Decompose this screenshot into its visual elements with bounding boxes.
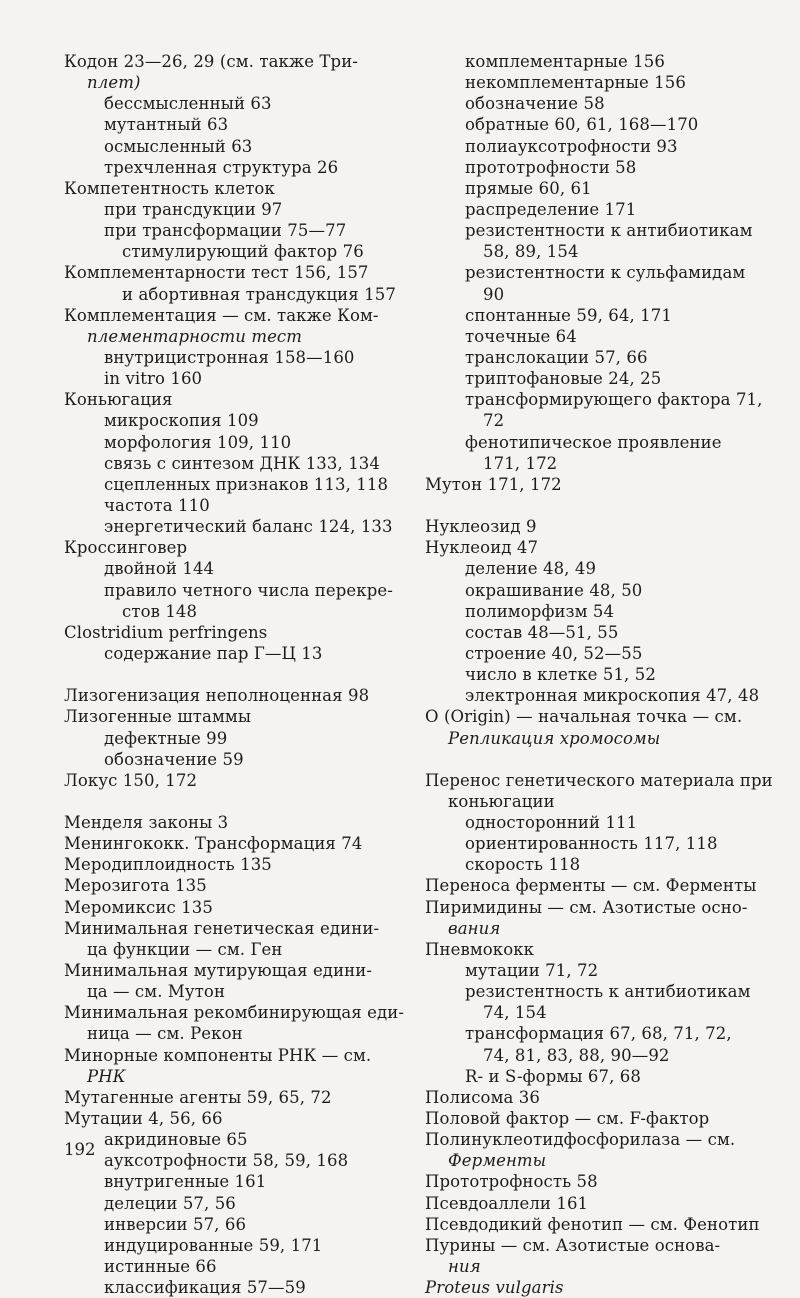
blank-line <box>64 664 410 685</box>
index-subentry: 74, 81, 83, 88, 90—92 <box>483 1045 670 1065</box>
index-subentry: 90 <box>483 284 505 304</box>
index-subentry: делеции 57, 56 <box>104 1193 236 1213</box>
index-entry: Меромиксис 135 <box>64 897 213 917</box>
index-subentry: обратные 60, 61, 168—170 <box>465 115 699 135</box>
index-subentry: при трансдукции 97 <box>104 199 283 219</box>
index-subentry: ауксотрофности 58, 59, 168 <box>104 1151 349 1171</box>
index-subentry: трансформирующего фактора 71, <box>465 390 763 410</box>
left-column <box>64 51 410 1298</box>
index-entry: Мутон 171, 172 <box>425 474 562 494</box>
index-subentry: ориентированность 117, 118 <box>465 834 718 854</box>
index-entry: Полинуклеотидфосфорилаза — см. <box>425 1130 736 1150</box>
index-subentry: стимулирующий фактор 76 <box>122 242 364 262</box>
index-subentry: триптофановые 24, 25 <box>465 369 662 389</box>
index-subentry: деление 48, 49 <box>465 559 597 579</box>
index-subentry: внутригенные 161 <box>104 1172 267 1192</box>
index-entry: Мерозигота 135 <box>64 876 207 896</box>
index-entry: Локус 150, 172 <box>64 770 198 790</box>
index-subentry: обозначение 59 <box>104 749 244 769</box>
index-subentry: резистентность к антибиотикам <box>465 982 751 1002</box>
index-entry: Переноса ферменты — см. Ферменты <box>425 876 757 896</box>
index-entry: Мутации 4, 56, 66 <box>64 1109 223 1129</box>
index-entry: Минимальная мутирующая едини- <box>64 961 373 981</box>
index-entry: Минимальная генетическая едини- <box>64 918 380 938</box>
blank-line <box>425 495 773 516</box>
index-subentry: резистентности к антибиотикам <box>465 221 753 241</box>
index-entry: Пурины — см. Азотистые основа- <box>425 1235 721 1255</box>
index-subentry: некомплементарные 156 <box>465 73 686 93</box>
index-entry: Минимальная рекомбинирующая еди- <box>64 1003 405 1023</box>
index-entry: Кроссинговер <box>64 538 188 558</box>
index-subentry: фенотипическое проявление <box>465 432 722 452</box>
index-entry: Псевдодикий фенотип — см. Фенотип <box>425 1214 760 1234</box>
index-entry: Минорные компоненты РНК — см. <box>64 1045 372 1065</box>
index-subentry: бессмысленный 63 <box>104 94 272 114</box>
index-subentry: морфология 109, 110 <box>104 432 292 452</box>
index-entry: Менделя законы 3 <box>64 813 229 833</box>
index-subentry: частота 110 <box>104 495 210 515</box>
index-subentry: трансформация 67, 68, 71, 72, <box>465 1024 732 1044</box>
index-subentry: правило четного числа перекре- <box>104 580 393 600</box>
index-subentry: акридиновые 65 <box>104 1130 248 1150</box>
index-subentry: плементарности тест <box>87 326 303 346</box>
index-subentry: внутрицистронная 158—160 <box>104 347 355 367</box>
index-subentry: R- и S-формы 67, 68 <box>465 1066 641 1086</box>
index-subentry: трехчленная структура 26 <box>104 157 339 177</box>
index-subentry: 74, 154 <box>483 1003 547 1023</box>
index-entry: Нуклеозид 9 <box>425 517 537 537</box>
index-subentry: in vitro 160 <box>104 369 203 389</box>
index-subentry: ния <box>448 1257 481 1277</box>
blank-line <box>425 749 773 770</box>
index-subentry: микроскопия 109 <box>104 411 259 431</box>
index-entry: Лизогенизация неполноценная 98 <box>64 686 370 706</box>
index-entry: Комплементация — см. также Ком- <box>64 305 379 325</box>
index-subentry: Репликация хромосомы <box>448 728 661 748</box>
index-subentry: прямые 60, 61 <box>465 178 592 198</box>
index-subentry: 171, 172 <box>483 453 558 473</box>
index-entry: Мутагенные агенты 59, 65, 72 <box>64 1087 332 1107</box>
index-subentry: сцепленных признаков 113, 118 <box>104 474 389 494</box>
index-entry: Нуклеоид 47 <box>425 538 539 558</box>
index-entry: Прототрофность 58 <box>425 1172 598 1192</box>
index-entry: Комплементарности тест 156, 157 <box>64 263 369 283</box>
index-subentry: при трансформации 75—77 <box>104 221 347 241</box>
index-subentry: мутантный 63 <box>104 115 229 135</box>
index-entry: Компетентность клеток <box>64 178 275 198</box>
index-subentry: двойной 144 <box>104 559 215 579</box>
index-subentry: 58, 89, 154 <box>483 242 579 262</box>
index-entry: Пневмококк <box>425 939 535 959</box>
index-subentry: инверсии 57, 66 <box>104 1214 247 1234</box>
index-subentry: число в клетке 51, 52 <box>465 665 656 685</box>
index-subentry: распределение 171 <box>465 199 637 219</box>
index-subentry: плет) <box>87 73 141 93</box>
index-subentry: РНК <box>87 1066 126 1086</box>
index-subentry: дефектные 99 <box>104 728 228 748</box>
index-subentry: связь с синтезом ДНК 133, 134 <box>104 453 380 473</box>
index-subentry: односторонний 111 <box>465 813 638 833</box>
index-entry: Коньюгация <box>64 390 173 410</box>
index-subentry: комплементарные 156 <box>465 52 665 71</box>
index-entry: O (Origin) — начальная точка — см. <box>425 707 743 727</box>
index-subentry: состав 48—51, 55 <box>465 622 619 642</box>
index-subentry: классификация 57—59 <box>104 1278 306 1298</box>
index-entry: Меродиплоидность 135 <box>64 855 272 875</box>
page-number: 192 <box>64 1140 96 1159</box>
index-subentry: электронная микроскопия 47, 48 <box>465 686 760 706</box>
index-subentry: 72 <box>483 411 505 431</box>
index-entry: Proteus vulgaris <box>425 1278 564 1298</box>
right-column <box>425 51 773 1298</box>
index-subentry: транслокации 57, 66 <box>465 347 648 367</box>
index-subentry: ница — см. Рекон <box>87 1024 243 1044</box>
index-entry: Лизогенные штаммы <box>64 707 252 727</box>
index-subentry: и абортивная трансдукция 157 <box>122 284 396 304</box>
index-subentry: спонтанные 59, 64, 171 <box>465 305 672 325</box>
index-subentry: Ферменты <box>448 1151 547 1171</box>
index-subentry: стов 148 <box>122 601 198 621</box>
index-entry: Clostridium perfringens <box>64 622 268 642</box>
index-subentry: резистентности к сульфамидам <box>465 263 746 283</box>
index-subentry: индуцированные 59, 171 <box>104 1235 323 1255</box>
index-subentry: точечные 64 <box>465 326 577 346</box>
index-subentry: скорость 118 <box>465 855 581 875</box>
index-subentry: ца функции — см. Ген <box>87 939 283 959</box>
index-subentry: полиморфизм 54 <box>465 601 615 621</box>
index-subentry: обозначение 58 <box>465 94 605 114</box>
index-subentry: содержание пар Г—Ц 13 <box>104 643 323 663</box>
index-entry: Перенос генетического материала при <box>425 770 773 790</box>
index-subentry: истинные 66 <box>104 1257 217 1277</box>
index-entry: Половой фактор — см. F-фактор <box>425 1109 710 1129</box>
index-subentry: коньюгации <box>448 791 555 811</box>
index-subentry: окрашивание 48, 50 <box>465 580 643 600</box>
index-subentry: прототрофности 58 <box>465 157 637 177</box>
index-subentry: вания <box>448 918 501 938</box>
index-subentry: мутации 71, 72 <box>465 961 599 981</box>
index-subentry: ца — см. Мутон <box>87 982 226 1002</box>
index-entry: Кодон 23—26, 29 (см. также Три- <box>64 52 358 71</box>
index-subentry: строение 40, 52—55 <box>465 643 643 663</box>
index-entry: Менингококк. Трансформация 74 <box>64 834 363 854</box>
index-entry: Псевдоаллели 161 <box>425 1193 589 1213</box>
index-subentry: энергетический баланс 124, 133 <box>104 517 393 537</box>
index-entry: Пиримидины — см. Азотистые осно- <box>425 897 748 917</box>
index-subentry: осмысленный 63 <box>104 136 253 156</box>
index-entry: Полисома 36 <box>425 1087 540 1107</box>
index-subentry: полиауксотрофности 93 <box>465 136 678 156</box>
blank-line <box>64 791 410 812</box>
